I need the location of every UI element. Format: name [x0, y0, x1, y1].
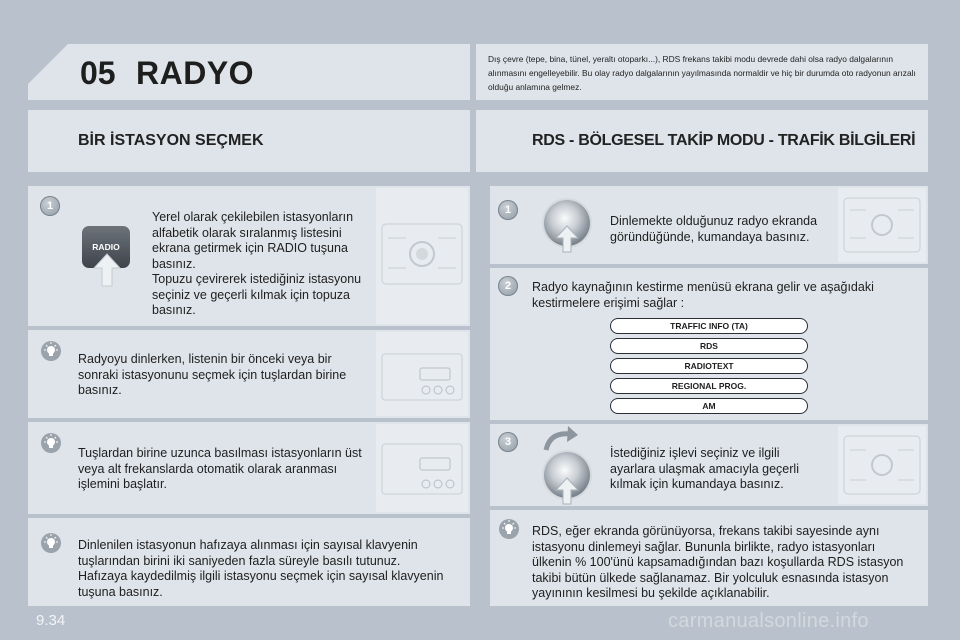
radio-panel-image [376, 188, 468, 324]
radio-button-icon: RADIO [82, 226, 130, 268]
left-tip2-text: Tuşlardan birine uzunca basılması istasyonların üst veya alt frekanslarda otomatik olarak aranması işlemini başlatır. [78, 446, 362, 491]
right-step1-text: Dinlemekte olduğunuz radyo ekranda göründüğünde, kumandaya basınız. [610, 214, 818, 244]
rotate-arrow-icon [540, 424, 580, 454]
radio-panel-image [838, 188, 926, 262]
menu-item-am[interactable]: AM [610, 398, 808, 414]
chapter-title: RADYO [136, 55, 255, 91]
menu-item-radiotext[interactable]: RADIOTEXT [610, 358, 808, 374]
step-badge: 1 [498, 200, 518, 220]
watermark: carmanualsonline.info [668, 610, 869, 632]
right-step2-text: Radyo kaynağının kestirme menüsü ekrana gelir ve aşağıdaki kestirmelere erişimi sağlar : [532, 280, 874, 310]
radio-front-icon [838, 426, 926, 504]
left-tip3-text: Dinlenilen istasyonun hafızaya alınması için sayısal klavyenin tuşlarından birini iki saniyeden fazla süreyle basılı tutunuz. Hafızaya kaydedilmiş ilgili istasyonu seçmek için sayısal klavyenin tuşuna basınız. [78, 538, 444, 599]
left-section-title: BİR İSTASYON SEÇMEK [78, 132, 264, 149]
radio-buttons-image [376, 424, 468, 512]
radio-buttons-image [376, 332, 468, 416]
right-section-title: RDS - BÖLGESEL TAKİP MODU - TRAFİK BİLGİLERİ [532, 132, 916, 149]
menu-item-traffic-info[interactable]: TRAFFIC INFO (TA) [610, 318, 808, 334]
header-corner-cut [28, 44, 68, 84]
step-badge: 2 [498, 276, 518, 296]
radio-front-icon [838, 188, 926, 262]
radio-front-icon [376, 188, 468, 324]
lightbulb-icon [40, 340, 62, 362]
left-tip1-text: Radyoyu dinlerken, listenin bir önceki veya bir sonraki istasyonunu seçmek için tuşlardan birine basınız. [78, 352, 347, 397]
header-note: Dış çevre (tepe, bina, tünel, yeraltı otoparkı...), RDS frekans takibi modu devrede dahi olsa radyo dalgalarının alınmasını engelleyebilir. Bu olay radyo dalgalarının yayılmasında normaldir ve hiç bir durumda oto radyonun arızalı olduğu anlamına gelmez. [488, 54, 916, 92]
right-tip-text: RDS, eğer ekranda görünüyorsa, frekans takibi sayesinde aynı istasyonu dinlemeyi sağlar. Bununla birlikte, radyo istasyonları ülkenin % 100'ünü kapsamadığından bazı koşullarda RDS istasyon takibi bütün ülkede sağlanamaz. Bir yolculuk esnasında istasyon yayınının kesilmesi bu şekilde açıklanabilir. [532, 524, 904, 600]
press-arrow-icon [554, 476, 580, 506]
radio-keys-icon [376, 424, 468, 512]
lightbulb-icon [498, 518, 520, 540]
left-step1-text: Yerel olarak çekilebilen istasyonların alfabetik olarak sıralanmış listesini ekrana getirmek için RADIO tuşuna basınız. Topuzu çevirerek istediğiniz istasyonu seçiniz ve geçerli kılmak için topuza basınız. [152, 210, 362, 317]
chapter-number: 05 [80, 55, 116, 91]
step-badge: 3 [498, 432, 518, 452]
radio-keys-icon [376, 332, 468, 416]
step-badge: 1 [40, 196, 60, 216]
press-arrow-icon [554, 224, 580, 254]
menu-item-rds[interactable]: RDS [610, 338, 808, 354]
menu-item-regional-prog[interactable]: REGIONAL PROG. [610, 378, 808, 394]
lightbulb-icon [40, 432, 62, 454]
page-number: 9.34 [36, 612, 66, 629]
lightbulb-icon [40, 532, 62, 554]
press-arrow-icon [90, 252, 124, 288]
radio-panel-image [838, 426, 926, 504]
right-step3-text: İstediğiniz işlevi seçiniz ve ilgili ayarlara ulaşmak amacıyla geçerli kılmak için kumandaya basınız. [610, 446, 799, 491]
